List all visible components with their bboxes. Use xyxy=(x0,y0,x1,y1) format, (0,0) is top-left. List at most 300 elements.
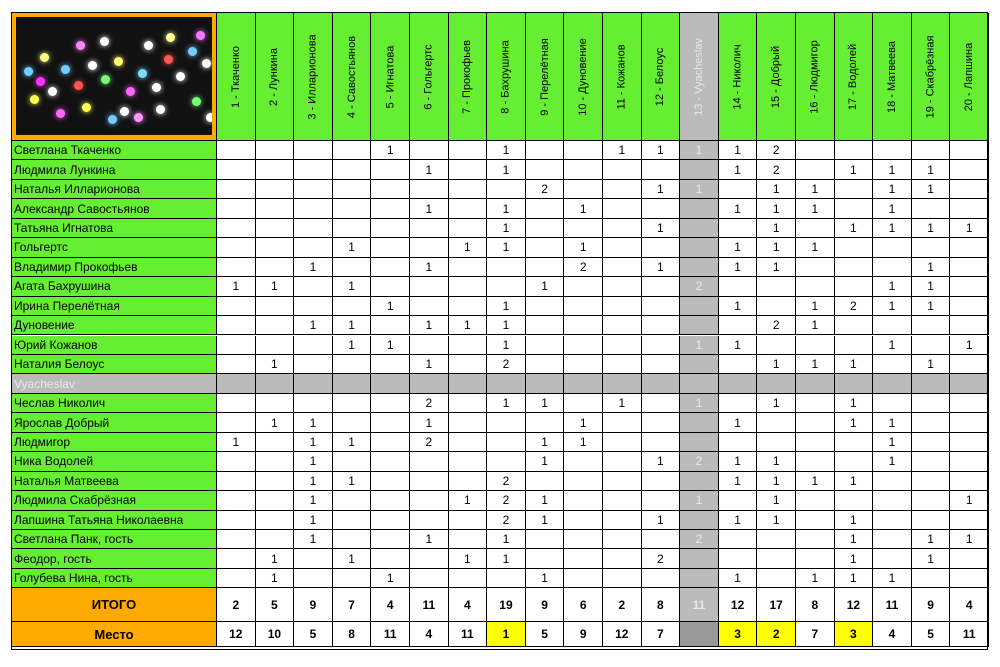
vote-cell xyxy=(912,316,951,335)
vote-cell xyxy=(449,394,488,413)
vote-cell: 1 xyxy=(873,199,912,218)
place-cell: 7 xyxy=(642,622,681,647)
place-cell: 9 xyxy=(564,622,603,647)
vote-cell xyxy=(256,160,295,179)
vote-cell xyxy=(333,530,372,549)
vote-cell: 1 xyxy=(950,336,989,355)
vote-cell: 1 xyxy=(642,141,681,160)
vote-cell xyxy=(642,394,681,413)
vote-cell: 1 xyxy=(757,199,796,218)
vote-cell xyxy=(294,180,333,199)
vote-cell: 1 xyxy=(719,199,758,218)
vote-cell xyxy=(410,491,449,510)
vote-cell xyxy=(526,199,565,218)
vote-cell xyxy=(294,219,333,238)
light-bead xyxy=(188,47,197,56)
vote-cell: 2 xyxy=(757,160,796,179)
column-header-label: 16 - Людмигор xyxy=(808,39,821,114)
vote-cell: 1 xyxy=(642,511,681,530)
vote-cell: 1 xyxy=(873,160,912,179)
vote-cell xyxy=(217,472,256,491)
vote-cell: 1 xyxy=(719,238,758,257)
vote-cell xyxy=(603,160,642,179)
vote-cell: 1 xyxy=(294,530,333,549)
column-header-label: 4 - Савостьянов xyxy=(345,35,358,118)
vote-cell: 1 xyxy=(912,258,951,277)
vote-cell xyxy=(371,549,410,568)
vote-cell: 1 xyxy=(526,394,565,413)
column-header xyxy=(256,13,295,141)
place-cell: 5 xyxy=(294,622,333,647)
vote-cell: 1 xyxy=(873,452,912,471)
column-header xyxy=(950,13,989,141)
vote-cell xyxy=(796,549,835,568)
light-bead xyxy=(56,109,65,118)
vote-cell: 1 xyxy=(873,569,912,588)
vote-cell xyxy=(680,374,719,393)
vote-cell xyxy=(410,180,449,199)
total-cell: 2 xyxy=(217,588,256,622)
vote-cell xyxy=(564,277,603,296)
vote-cell xyxy=(642,297,681,316)
vote-cell: 2 xyxy=(835,297,874,316)
vote-cell xyxy=(642,374,681,393)
vote-cell xyxy=(526,258,565,277)
vote-cell xyxy=(642,530,681,549)
vote-cell: 2 xyxy=(757,141,796,160)
vote-cell xyxy=(449,258,488,277)
vote-cell: 1 xyxy=(603,394,642,413)
vote-cell xyxy=(835,374,874,393)
vote-cell: 1 xyxy=(256,355,295,374)
vote-cell: 1 xyxy=(371,336,410,355)
vote-cell xyxy=(564,336,603,355)
vote-cell xyxy=(757,569,796,588)
vote-cell xyxy=(371,199,410,218)
vote-cell xyxy=(294,394,333,413)
vote-cell xyxy=(217,141,256,160)
light-bead xyxy=(144,41,153,50)
vote-cell xyxy=(217,180,256,199)
vote-cell xyxy=(333,374,372,393)
vote-cell xyxy=(950,549,989,568)
vote-cell xyxy=(294,238,333,257)
vote-cell xyxy=(371,413,410,432)
vote-cell: 1 xyxy=(526,433,565,452)
vote-cell: 1 xyxy=(719,511,758,530)
place-cell: 11 xyxy=(950,622,989,647)
total-cell: 11 xyxy=(680,588,719,622)
light-bead xyxy=(176,72,185,81)
vote-cell xyxy=(371,316,410,335)
vote-cell xyxy=(642,491,681,510)
vote-cell xyxy=(873,258,912,277)
vote-cell: 1 xyxy=(796,180,835,199)
vote-cell xyxy=(526,355,565,374)
vote-cell: 1 xyxy=(912,277,951,296)
vote-cell xyxy=(564,394,603,413)
garland-photo-cell xyxy=(12,13,217,141)
vote-cell: 1 xyxy=(256,549,295,568)
vote-cell: 1 xyxy=(333,277,372,296)
garland-lights-image xyxy=(16,17,212,135)
vote-cell xyxy=(719,355,758,374)
vote-cell xyxy=(333,394,372,413)
total-cell: 19 xyxy=(487,588,526,622)
vote-cell xyxy=(487,413,526,432)
vote-cell xyxy=(642,569,681,588)
vote-cell xyxy=(217,316,256,335)
vote-cell xyxy=(294,277,333,296)
vote-cell xyxy=(294,141,333,160)
place-cell: 5 xyxy=(912,622,951,647)
vote-cell: 2 xyxy=(642,549,681,568)
column-header xyxy=(757,13,796,141)
place-cell: 7 xyxy=(796,622,835,647)
vote-cell xyxy=(950,297,989,316)
vote-cell xyxy=(487,180,526,199)
row-name: Ярослав Добрый xyxy=(12,413,217,432)
vote-cell xyxy=(603,336,642,355)
vote-cell: 1 xyxy=(719,258,758,277)
vote-cell xyxy=(603,199,642,218)
vote-cell xyxy=(333,160,372,179)
place-cell: 1 xyxy=(487,622,526,647)
vote-cell xyxy=(487,277,526,296)
vote-cell xyxy=(680,258,719,277)
vote-cell xyxy=(371,355,410,374)
column-header xyxy=(217,13,256,141)
row-name: Ника Водолей xyxy=(12,452,217,471)
total-cell: 6 xyxy=(564,588,603,622)
vote-cell xyxy=(371,219,410,238)
vote-cell xyxy=(912,374,951,393)
vote-cell xyxy=(835,452,874,471)
vote-cell xyxy=(950,413,989,432)
vote-cell xyxy=(564,355,603,374)
vote-cell: 1 xyxy=(642,180,681,199)
vote-cell: 1 xyxy=(642,258,681,277)
vote-cell xyxy=(564,374,603,393)
vote-cell xyxy=(217,491,256,510)
vote-cell: 1 xyxy=(796,297,835,316)
total-label: ИТОГО xyxy=(12,588,217,622)
vote-cell xyxy=(526,160,565,179)
vote-cell xyxy=(371,238,410,257)
vote-cell xyxy=(526,336,565,355)
vote-cell: 2 xyxy=(564,258,603,277)
vote-cell xyxy=(680,433,719,452)
vote-cell xyxy=(449,530,488,549)
place-cell: 3 xyxy=(835,622,874,647)
total-cell: 4 xyxy=(371,588,410,622)
vote-cell xyxy=(217,413,256,432)
vote-cell xyxy=(256,511,295,530)
place-cell: 11 xyxy=(371,622,410,647)
vote-cell xyxy=(449,452,488,471)
vote-cell: 1 xyxy=(873,413,912,432)
vote-cell xyxy=(526,219,565,238)
vote-cell: 1 xyxy=(950,530,989,549)
vote-cell xyxy=(371,160,410,179)
vote-cell xyxy=(256,374,295,393)
vote-cell xyxy=(371,472,410,491)
vote-cell xyxy=(835,141,874,160)
vote-cell xyxy=(796,491,835,510)
row-name: Светлана Панк, гость xyxy=(12,530,217,549)
vote-cell xyxy=(873,355,912,374)
vote-cell xyxy=(835,277,874,296)
vote-cell xyxy=(950,569,989,588)
vote-cell: 1 xyxy=(487,530,526,549)
vote-cell: 1 xyxy=(835,413,874,432)
vote-cell: 1 xyxy=(333,238,372,257)
column-header-label: 19 - Скабрёзная xyxy=(924,35,937,118)
vote-cell xyxy=(603,511,642,530)
row-name: Vyacheslav xyxy=(12,374,217,393)
vote-cell: 1 xyxy=(564,238,603,257)
vote-cell xyxy=(526,549,565,568)
column-header-label: 3 - Илларионова xyxy=(306,33,319,120)
vote-cell: 1 xyxy=(796,569,835,588)
vote-cell: 1 xyxy=(873,219,912,238)
vote-cell: 1 xyxy=(526,569,565,588)
row-name: Владимир Прокофьев xyxy=(12,258,217,277)
vote-cell xyxy=(603,491,642,510)
vote-cell xyxy=(449,219,488,238)
place-cell: 5 xyxy=(526,622,565,647)
light-bead xyxy=(152,83,161,92)
vote-cell xyxy=(217,258,256,277)
vote-cell xyxy=(719,180,758,199)
vote-cell xyxy=(217,452,256,471)
vote-cell xyxy=(564,160,603,179)
vote-cell: 2 xyxy=(680,530,719,549)
vote-cell xyxy=(487,374,526,393)
vote-cell xyxy=(603,549,642,568)
place-cell: 10 xyxy=(256,622,295,647)
column-header xyxy=(526,13,565,141)
column-header-label: 6 - Гольгертс xyxy=(422,43,435,110)
vote-cell xyxy=(912,569,951,588)
vote-cell xyxy=(950,199,989,218)
vote-cell: 1 xyxy=(873,277,912,296)
vote-cell xyxy=(873,238,912,257)
vote-cell xyxy=(603,413,642,432)
vote-cell: 1 xyxy=(449,316,488,335)
vote-cell xyxy=(603,433,642,452)
vote-cell xyxy=(912,491,951,510)
vote-cell xyxy=(294,336,333,355)
vote-cell: 1 xyxy=(642,219,681,238)
vote-cell xyxy=(564,297,603,316)
vote-cell xyxy=(719,433,758,452)
vote-cell xyxy=(796,413,835,432)
vote-cell xyxy=(217,160,256,179)
vote-cell xyxy=(564,452,603,471)
vote-cell xyxy=(680,160,719,179)
vote-cell: 2 xyxy=(487,472,526,491)
light-bead xyxy=(196,31,205,40)
vote-cell xyxy=(256,336,295,355)
vote-cell xyxy=(256,491,295,510)
vote-cell xyxy=(256,258,295,277)
vote-cell xyxy=(526,316,565,335)
vote-cell: 1 xyxy=(757,452,796,471)
vote-cell xyxy=(873,511,912,530)
vote-cell xyxy=(757,413,796,432)
vote-cell: 1 xyxy=(719,160,758,179)
place-cell: 8 xyxy=(333,622,372,647)
vote-cell xyxy=(603,355,642,374)
vote-cell xyxy=(950,258,989,277)
vote-cell xyxy=(719,277,758,296)
vote-cell: 1 xyxy=(796,199,835,218)
vote-cell xyxy=(912,433,951,452)
vote-cell: 1 xyxy=(333,316,372,335)
vote-cell xyxy=(256,219,295,238)
vote-cell xyxy=(642,160,681,179)
vote-cell xyxy=(642,413,681,432)
row-name: Светлана Ткаченко xyxy=(12,141,217,160)
vote-cell xyxy=(294,160,333,179)
vote-cell: 1 xyxy=(294,472,333,491)
vote-cell: 1 xyxy=(333,472,372,491)
vote-cell: 1 xyxy=(333,549,372,568)
vote-cell: 1 xyxy=(757,511,796,530)
vote-cell: 2 xyxy=(757,316,796,335)
vote-cell: 1 xyxy=(757,258,796,277)
light-bead xyxy=(61,65,70,74)
light-bead xyxy=(108,115,117,124)
vote-cell xyxy=(333,491,372,510)
vote-cell xyxy=(796,530,835,549)
light-bead xyxy=(164,55,173,64)
vote-cell xyxy=(796,452,835,471)
vote-cell xyxy=(796,219,835,238)
vote-cell xyxy=(564,316,603,335)
vote-cell xyxy=(217,549,256,568)
light-bead xyxy=(202,59,211,68)
vote-cell xyxy=(294,374,333,393)
vote-cell: 1 xyxy=(294,491,333,510)
row-name: Наталия Белоус xyxy=(12,355,217,374)
vote-cell xyxy=(564,549,603,568)
vote-cell: 1 xyxy=(873,336,912,355)
light-bead xyxy=(74,81,83,90)
vote-cell xyxy=(796,374,835,393)
row-name: Александр Савостьянов xyxy=(12,199,217,218)
vote-cell: 1 xyxy=(294,452,333,471)
row-name: Людмигор xyxy=(12,433,217,452)
vote-cell xyxy=(410,219,449,238)
vote-cell xyxy=(719,530,758,549)
vote-cell: 1 xyxy=(371,141,410,160)
vote-cell xyxy=(680,238,719,257)
vote-cell xyxy=(912,141,951,160)
column-header xyxy=(719,13,758,141)
vote-cell: 2 xyxy=(410,433,449,452)
column-header xyxy=(410,13,449,141)
vote-cell: 2 xyxy=(410,394,449,413)
vote-cell xyxy=(719,549,758,568)
vote-cell xyxy=(950,160,989,179)
vote-cell xyxy=(256,394,295,413)
vote-cell xyxy=(796,277,835,296)
vote-cell xyxy=(835,316,874,335)
vote-cell: 1 xyxy=(217,433,256,452)
vote-cell xyxy=(410,238,449,257)
vote-cell xyxy=(796,433,835,452)
vote-cell xyxy=(835,433,874,452)
total-cell: 8 xyxy=(796,588,835,622)
light-bead xyxy=(134,113,143,122)
vote-cell: 1 xyxy=(294,258,333,277)
vote-cell xyxy=(680,511,719,530)
column-header xyxy=(835,13,874,141)
place-cell: 11 xyxy=(449,622,488,647)
vote-cell: 1 xyxy=(256,569,295,588)
vote-cell xyxy=(256,433,295,452)
place-label: Место xyxy=(12,622,217,647)
vote-cell xyxy=(719,491,758,510)
vote-cell: 2 xyxy=(680,277,719,296)
vote-cell: 1 xyxy=(680,141,719,160)
vote-cell xyxy=(603,316,642,335)
vote-cell: 1 xyxy=(487,141,526,160)
vote-cell xyxy=(449,277,488,296)
vote-cell xyxy=(410,141,449,160)
vote-cell: 1 xyxy=(873,297,912,316)
vote-cell xyxy=(873,472,912,491)
row-name: Дуновение xyxy=(12,316,217,335)
vote-cell xyxy=(217,394,256,413)
light-bead xyxy=(156,105,165,114)
vote-cell xyxy=(680,413,719,432)
column-header xyxy=(294,13,333,141)
vote-cell xyxy=(294,569,333,588)
vote-cell: 1 xyxy=(873,433,912,452)
vote-cell: 1 xyxy=(642,452,681,471)
vote-cell xyxy=(449,160,488,179)
place-cell: 2 xyxy=(757,622,796,647)
vote-cell: 1 xyxy=(410,316,449,335)
vote-cell: 1 xyxy=(757,491,796,510)
vote-cell xyxy=(449,413,488,432)
vote-cell xyxy=(410,549,449,568)
light-bead xyxy=(24,67,33,76)
vote-cell: 1 xyxy=(487,549,526,568)
vote-cell: 1 xyxy=(835,394,874,413)
vote-cell xyxy=(603,238,642,257)
light-bead xyxy=(82,103,91,112)
column-header-label: 8 - Бахрушина xyxy=(499,39,512,114)
place-cell: 4 xyxy=(873,622,912,647)
vote-cell xyxy=(217,511,256,530)
column-header-label: 2 - Лункина xyxy=(268,47,281,106)
vote-cell xyxy=(950,277,989,296)
vote-cell: 1 xyxy=(294,511,333,530)
vote-cell: 1 xyxy=(333,336,372,355)
column-header xyxy=(333,13,372,141)
vote-cell xyxy=(526,238,565,257)
column-header xyxy=(449,13,488,141)
vote-cell xyxy=(217,238,256,257)
vote-cell xyxy=(603,472,642,491)
vote-cell xyxy=(680,316,719,335)
vote-cell xyxy=(642,433,681,452)
vote-cell xyxy=(333,511,372,530)
